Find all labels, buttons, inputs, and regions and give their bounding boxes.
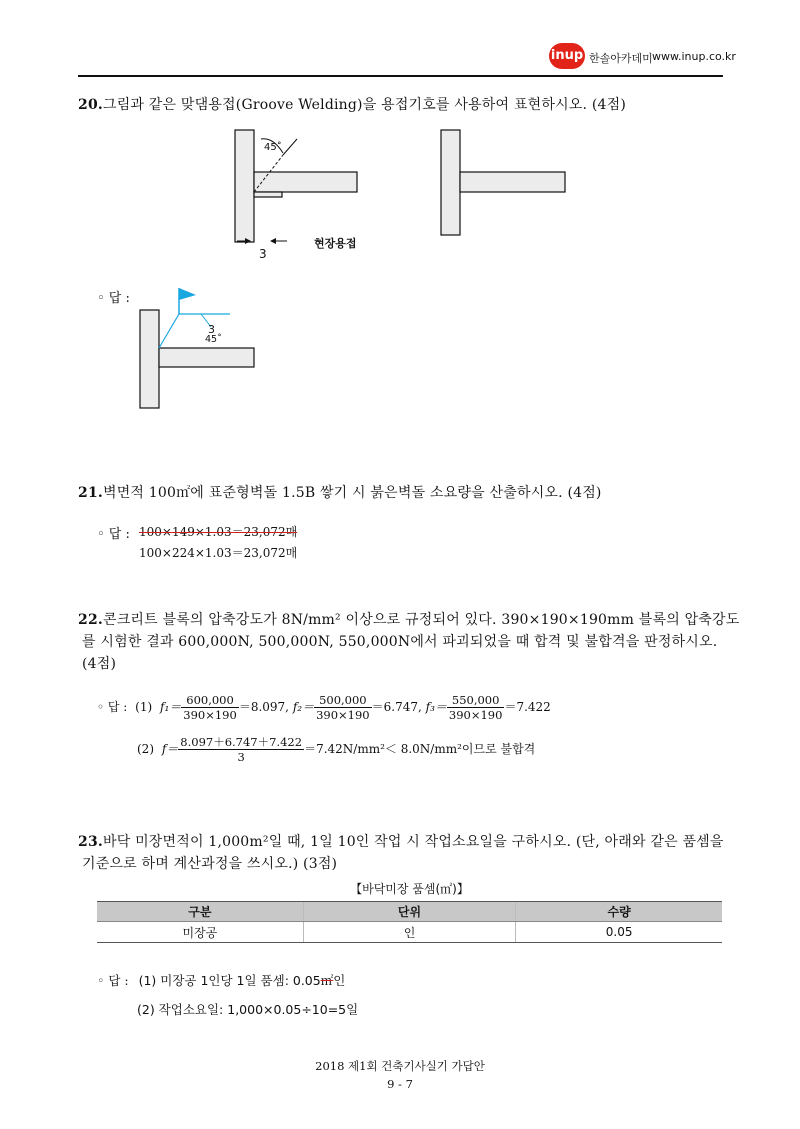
q22-text [78, 609, 739, 675]
q22-number: 22. [78, 612, 103, 628]
q23-text [78, 831, 724, 875]
col-header-quantity: 수량 [516, 902, 722, 922]
q21-number: 21. [78, 485, 103, 501]
q20-ans-angle: 45˚ [205, 334, 222, 345]
q23-table-title: 【바닥미장 품셈(㎡)】 [350, 882, 469, 896]
fraction-f3: $\frac{550,000}{390\times 190}$ [448, 693, 503, 722]
q21-wrong-answer: 100×149×1.03＝23,072매 [139, 525, 298, 539]
cell-unit: 인 [303, 922, 516, 943]
cell-category: 미장공 [97, 922, 303, 943]
fraction-f2: $\frac{500,000}{390\times 190}$ [316, 693, 370, 722]
q20-fig-label: 현장용접 [314, 237, 357, 250]
q21-answer-label: ◦ 답 : [97, 527, 130, 542]
col-header-category: 구분 [97, 902, 303, 922]
fraction-f1: $\frac{600,000}{390\times 190}$ [183, 693, 237, 722]
q20-answer-label: ◦ 답 : [97, 291, 130, 306]
struck-unit: ㎡ [320, 973, 334, 988]
q20-ans-gap: 3 [208, 323, 215, 336]
col-header-unit: 단위 [303, 902, 516, 922]
q21-text [78, 482, 602, 502]
q23-line2: 기준으로 하며 계산과정을 쓰시오.) (3점) [82, 856, 338, 872]
brand-url: www.inup.co.kr [652, 50, 736, 63]
q20-text [78, 94, 626, 114]
q23-answer-1: ◦ 답 : (1) 미장공 1인당 1일 품셈: 0.05㎡인 [97, 973, 346, 988]
page-number: 9 - 7 [387, 1077, 413, 1091]
inup-logo [549, 43, 585, 69]
q20-number: 20. [78, 97, 103, 113]
fraction-average: $\frac{8.097+6.747+7.422}{3}$ [180, 735, 303, 764]
q22-line3: (4점) [82, 656, 117, 672]
q23-line1: 23.바닥 미장면적이 1,000m²일 때, 1일 10인 작업 시 작업소요일을 구하시오. (단, 아래와 같은 품셈을 [78, 834, 724, 850]
header-rule [78, 75, 723, 77]
cell-quantity: 0.05 [516, 922, 722, 943]
brand-name: 한솔아카데미 [589, 52, 653, 65]
q22-answer-1: ◦ 답 : (1) f₁＝ $\frac{600,000}{390\times 190}$ ＝8.097, f₂＝ $\frac{500,000}{390\times 190}$ ＝6.747, f₃＝ $\frac{550,000}{390\times 190}$ ＝7.422 [97, 693, 551, 722]
header [0, 0, 800, 78]
footer-title: 2018 제1회 건축기사실기 가답안 [315, 1059, 485, 1073]
q20-figure-right [435, 125, 570, 240]
q23-answer-2: (2) 작업소요일: 1,000×0.05÷10=5일 [137, 1002, 359, 1017]
q20-fig-gap: 3 [259, 247, 267, 261]
q21-question: 벽면적 100㎡에 표준형벽돌 1.5B 쌓기 시 붉은벽돌 소요량을 산출하시오. (4점) [102, 485, 602, 501]
q20-question: 그림과 같은 맞댐용접(Groove Welding)을 용접기호를 사용하여 표현하시오. (4점) [102, 97, 626, 113]
q22-line2: 를 시험한 결과 600,000N, 500,000N, 550,000N에서 파괴되었을 때 합격 및 불합격을 판정하시오. [82, 634, 718, 650]
q23-table [97, 901, 722, 943]
q23-number: 23. [78, 834, 103, 850]
q20-fig-angle: 45˚ [264, 142, 282, 153]
table-row [97, 922, 722, 943]
q22-answer-2: (2) f＝ $\frac{8.097+6.747+7.422}{3}$ ＝7.42N/mm²＜ 8.0N/mm²이므로 불합격 [137, 735, 536, 764]
q20-answer-figure [135, 285, 260, 413]
q21-correct-answer: 100×224×1.03＝23,072매 [139, 546, 298, 560]
q22-line1: 22.콘크리트 블록의 압축강도가 8N/mm² 이상으로 규정되어 있다. 390×190×190mm 블록의 압축강도 [78, 612, 740, 628]
logo-text: inup [550, 48, 584, 63]
table-header-row [97, 902, 722, 922]
